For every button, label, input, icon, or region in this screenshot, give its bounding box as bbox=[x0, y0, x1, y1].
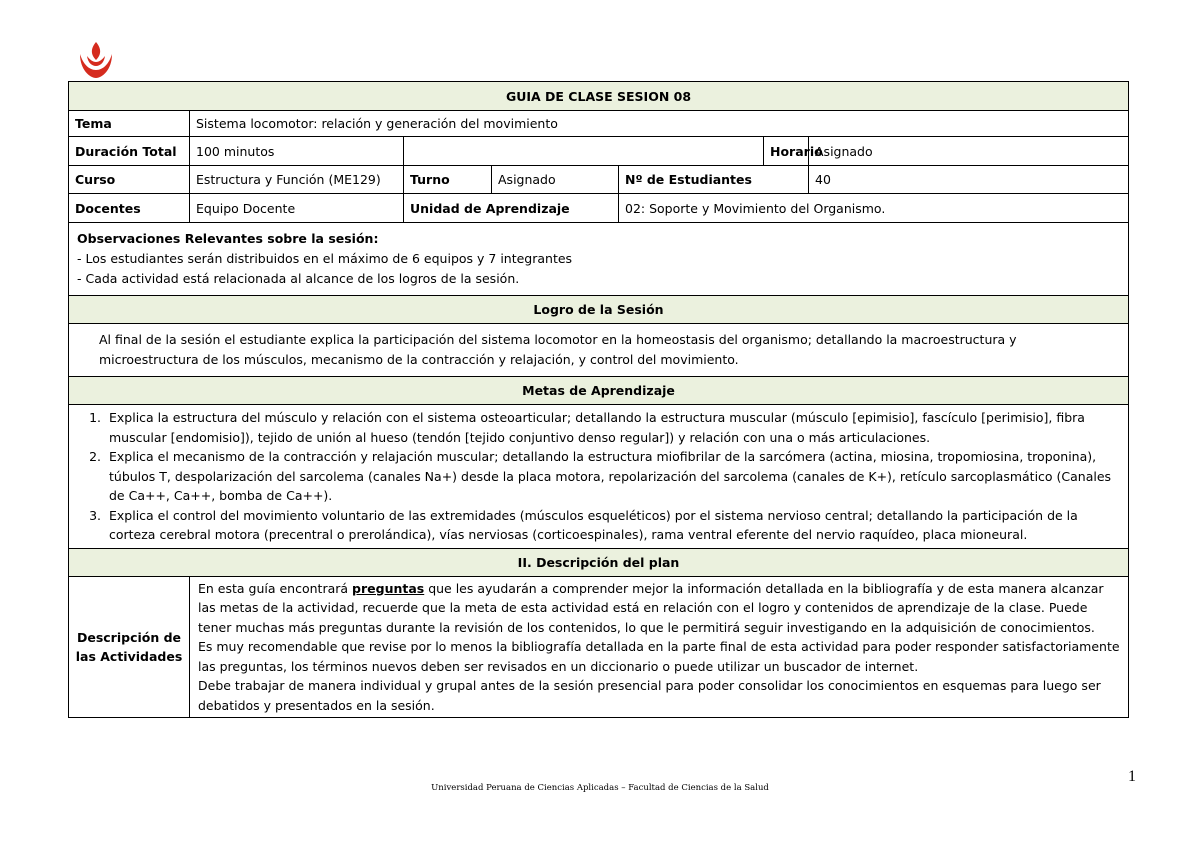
observaciones-line-1: - Los estudiantes serán distribuidos en el máximo de 6 equipos y 7 integrantes bbox=[77, 251, 573, 266]
curso-value: Estructura y Función (ME129) bbox=[190, 166, 404, 194]
curso-label: Curso bbox=[69, 166, 190, 194]
metas-list-cell bbox=[69, 405, 1129, 549]
horario-value: Asignado bbox=[809, 137, 1129, 166]
plan-paragraph-3: Debe trabajar de manera individual y grupal antes de la sesión presencial para poder consolidar los conocimientos en esquemas para luego ser debatidos y presentados en la sesión. bbox=[198, 678, 1101, 713]
duracion-value: 100 minutos bbox=[190, 137, 404, 166]
docentes-label: Docentes bbox=[69, 194, 190, 223]
logro-heading: Logro de la Sesión bbox=[69, 296, 1129, 324]
nestudiantes-value: 40 bbox=[809, 166, 1129, 194]
logro-text: Al final de la sesión el estudiante explica la participación del sistema locomotor en la homeostasis del organismo; detallando la macroestructura y microestructura de los músculos, mecanismo de la contracción y relajación, y control del movimiento. bbox=[69, 324, 1129, 377]
unidad-label: Unidad de Aprendizaje bbox=[404, 194, 619, 223]
docentes-value: Equipo Docente bbox=[190, 194, 404, 223]
tema-value: Sistema locomotor: relación y generación del movimiento bbox=[190, 111, 1129, 137]
tema-label: Tema bbox=[69, 111, 190, 137]
metas-heading: Metas de Aprendizaje bbox=[69, 377, 1129, 405]
duracion-label: Duración Total bbox=[69, 137, 190, 166]
observaciones-heading: Observaciones Relevantes sobre la sesión: bbox=[77, 231, 379, 246]
meta-item-1: 1. Explica la estructura del músculo y relación con el sistema osteoarticular; detallando la estructura muscular (músculo [epimisio], fascículo [perimisio], fibra muscular [endomisio]), tejido de unión al hueso (tendón [tejido conjuntivo denso regular]) y relación con una o más articulaciones. bbox=[105, 408, 1120, 447]
preguntas-keyword: preguntas bbox=[352, 580, 425, 596]
guide-title: GUIA DE CLASE SESION 08 bbox=[69, 82, 1129, 111]
meta-item-2: 2. Explica el mecanismo de la contracción y relajación muscular; detallando la estructura miofibrilar de la sarcómera (actina, miosina, tropomiosina, troponina), túbulos T, despolarización del sarcolema (canales Na+) desde la placa motora, repolarización del sarcolema (canales de K+), retículo sarcoplasmático (Canales de Ca++, Ca++, bomba de Ca++). bbox=[105, 447, 1120, 506]
meta-item-3: 3. Explica el control del movimiento voluntario de las extremidades (músculos esqueléticos) por el sistema nervioso central; detallando la participación de la corteza cerebral motora (precentral o prerolándica), vías nerviosas (corticoespinales), rama ventral eferente del nervio raquídeo, placa mioneural. bbox=[105, 506, 1120, 545]
nestudiantes-label: Nº de Estudiantes bbox=[619, 166, 809, 194]
turno-label: Turno bbox=[404, 166, 492, 194]
turno-value: Asignado bbox=[492, 166, 619, 194]
plan-description bbox=[190, 576, 1129, 718]
empty-cell bbox=[404, 137, 764, 166]
unidad-value: 02: Soporte y Movimiento del Organismo. bbox=[619, 194, 1129, 223]
observaciones-block bbox=[69, 223, 1129, 296]
class-guide-table bbox=[68, 81, 1129, 718]
upc-logo-icon bbox=[74, 40, 118, 80]
page-footer: Universidad Peruana de Ciencias Aplicadas – Facultad de Ciencias de la Salud bbox=[431, 783, 769, 793]
page-number: 1 bbox=[1128, 768, 1136, 785]
metas-list bbox=[77, 408, 1120, 545]
observaciones-line-2: - Cada actividad está relacionada al alcance de los logros de la sesión. bbox=[77, 271, 520, 286]
plan-label: Descripción de las Actividades bbox=[69, 576, 190, 718]
horario-label: Horario bbox=[764, 137, 809, 166]
plan-paragraph-1: En esta guía encontrará preguntas que les ayudarán a comprender mejor la información detallada en la bibliografía y de esta manera alcanzar las metas de la actividad, recuerde que la meta de esta actividad está en relación con el logro y contenidos de aprendizaje de la clase. Puede tener muchas más preguntas durante la revisión de los contenidos, lo que le permitirá seguir investigando en la adquisición de conocimientos. bbox=[198, 580, 1104, 635]
plan-paragraph-2: Es muy recomendable que revise por lo menos la bibliografía detallada en la parte final de esta actividad para poder responder satisfactoriamente las preguntas, los términos nuevos deben ser revisados en un diccionario o puede utilizar un buscador de internet. bbox=[198, 639, 1120, 674]
plan-heading: II. Descripción del plan bbox=[69, 548, 1129, 576]
